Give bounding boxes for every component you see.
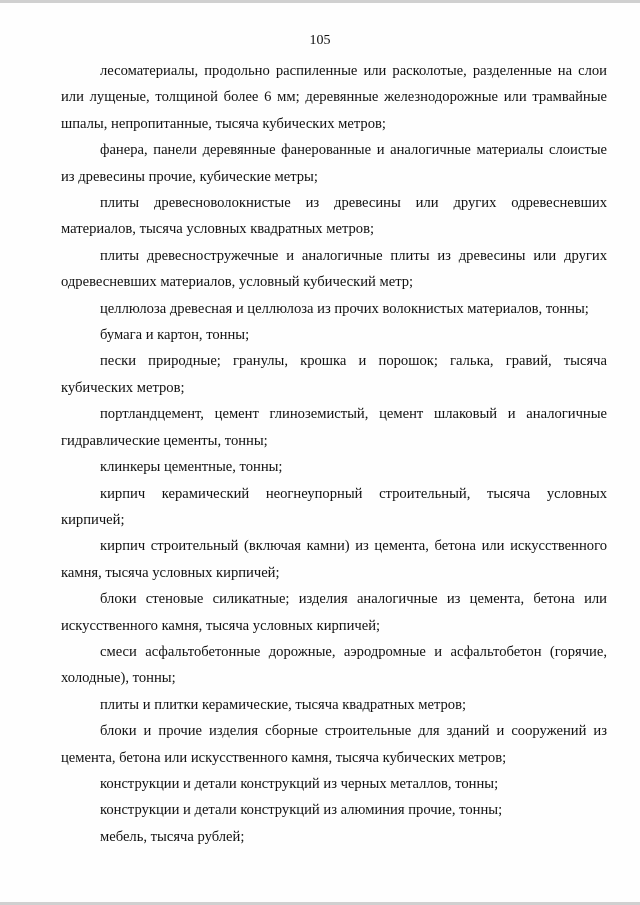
paragraph: кирпич строительный (включая камни) из цемента, бетона или искусственного камня, тысяча условных кирпичей; [61, 538, 607, 581]
paragraph: мебель, тысяча рублей; [100, 828, 245, 845]
paragraph: фанера, панели деревянные фанерованные и аналогичные материалы слоистые из древесины прочие, кубические метры; [61, 142, 607, 185]
paragraph: бумага и картон, тонны; [100, 327, 250, 344]
paragraph: целлюлоза древесная и целлюлоза из прочих волокнистых материалов, тонны; [100, 300, 589, 317]
paragraph: блоки и прочие изделия сборные строительные для зданий и сооружений из цемента, бетона или искусственного камня, тысяча кубических метров; [61, 723, 607, 766]
paragraph: конструкции и детали конструкций из алюминия прочие, тонны; [100, 802, 503, 819]
paragraph: смеси асфальтобетонные дорожные, аэродромные и асфальтобетон (горячие, холодные), тонны; [61, 643, 607, 687]
paragraph: лесоматериалы, продольно распиленные или расколотые, разделенные на слои или лущеные, толщиной более 6 мм; деревянные железнодорожные или трамвайные шпалы, непропитанные, тысяча кубических метров; [61, 63, 607, 132]
paragraph: клинкеры цементные, тонны; [100, 459, 283, 476]
paragraph: конструкции и детали конструкций из черных металлов, тонны; [100, 775, 499, 792]
paragraph: пески природные; гранулы, крошка и порошок; галька, гравий, тысяча кубических метров; [61, 353, 607, 396]
paragraph: плиты древесностружечные и аналогичные плиты из древесины или других одревесневших материалов, условный кубический метр; [61, 247, 607, 291]
paragraph: кирпич керамический неогнеупорный строительный, тысяча условных кирпичей; [61, 485, 607, 528]
paragraph: плиты древесноволокнистые из древесины или других одревесневших материалов, тысяча условных квадратных метров; [61, 195, 607, 238]
paragraph: портландцемент, цемент глиноземистый, цемент шлаковый и аналогичные гидравлические цементы, тонны; [61, 406, 607, 449]
document-body [61, 58, 607, 850]
scan-edge-top [0, 0, 640, 3]
paragraph: плиты и плитки керамические, тысяча квадратных метров; [100, 696, 467, 713]
paragraph: блоки стеновые силикатные; изделия аналогичные из цемента, бетона или искусственного камня, тысяча условных кирпичей; [61, 591, 607, 634]
page-number: 105 [309, 33, 331, 48]
